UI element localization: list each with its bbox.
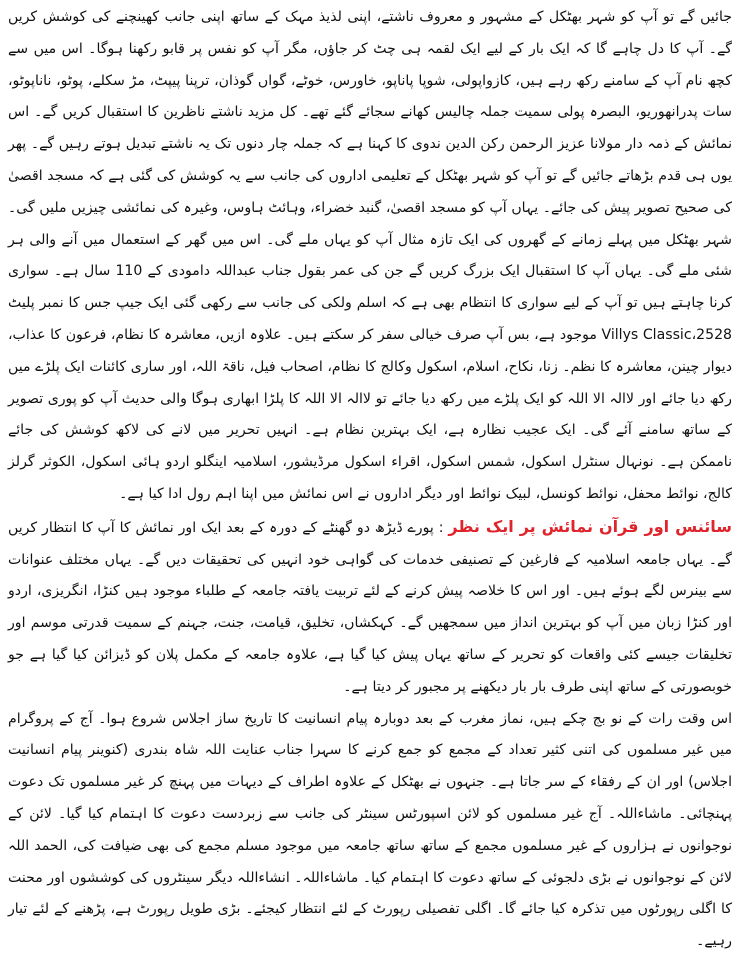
article-paragraph-1: جائیں گے تو آپ کو شہر بھٹکل کے مشہور و معروف ناشتے، اپنی لذیذ مہک کے ساتھ اپنی جانب کھینچنے کی کوشش کریں گے۔ آپ کا دل چاہے گا کہ ایک بار کے لیے ایک لقمہ ہی چٹ کر جاؤں، مگر آپ کو نفس پر قابو رکھنا ہوگا۔ اس میں سے کچھ نام آپ کے سامنے رکھ رہے ہیں، کازواپولی، شوپا پاناپو، خاورس، خوٹے، گواں گوذان، ترپنا پیپٹ، مڑ سکلے، پوٹو، ناناپوٹو، سات پدرانھوریو، البصرہ پولی سمیت جملہ چالیس کھانے سجائے گئے تھے۔ کل مزید ناشتے ناظرین کا استقبال کریں گے۔ اس نمائش کے ذمہ دار مولانا عزیز الرحمن رکن الدین ندوی کا کہنا ہے کہ جملہ چار دنوں تک یہ ناشتے تبدیل ہوتے رہیں گے۔ پھر یوں ہی قدم بڑھاتے جائیں گے تو آپ کو شہر بھٹکل کے تعلیمی اداروں کی جانب سے یہ کوشش کی گئی ہے کہ مسجد اقصیٰ کی صحیح تصویر پیش کی جائے۔ یہاں آپ کو مسجد اقصیٰ، گنبد خضراء، وہائٹ ہاوس، وغیرہ کی نمائشی چیزیں ملیں گی۔ شہر بھٹکل میں پہلے زمانے کے گھروں کی ایک تازہ مثال آپ کو یہاں ملے گی۔ اس میں گھر کے استعمال میں آنے والی ہر شئی ملے گی۔ یہاں آپ کا استقبال ایک بزرگ کریں گے جن کی عمر بقول جناب عبداللہ دامودی کے 110 سال ہے۔ سواری کرنا چاہتے ہیں تو آپ کے لیے سواری کا انتظام بھی ہے کہ اسلم ولکی کی جانب سے رکھی گئی ایک جیپ جس کا نمبر پلیٹ Villys Classic،2528 موجود ہے، بس آپ صرف خیالی سفر کر سکتے ہیں۔ علاوہ ازیں، معاشرہ کا نظام، فرعون کا عذاب، دیوار چینن، معاشرہ کا نظم۔ زنا، نکاح، اسلام، اسکول وکالج کا نظام، اصحاب فیل، ناقۃ اللہ، اور ساری کائنات ایک پلڑے میں رکھ دیا جائے اور لاالہ الا اللہ کو ایک پلڑے میں رکھ دیا جائے تو لاالہ الا اللہ کا پلڑا ابھاری ہوگا والی حدیث آپ کو پوری تصویر کے ساتھ سامنے آئے گی۔ ایک عجیب نظارہ ہے، ایک بہترین نظام ہے۔ انہیں تحریر میں لانے کی لاکھ کوشش کی جائے ناممکن ہے۔ نونہال سنٹرل اسکول، شمس اسکول، اقراء اسکول مرڈیشور، اسلامیہ اینگلو اردو ہائی اسکول، الکوثر گرلز کالج، نوائط محفل، نوائط کونسل، لبیک نوائط اور دیگر اداروں نے اس نمائش میں اپنا اہم رول ادا کیا ہے۔ <box>8 9 732 502</box>
article-paragraph-2 <box>8 511 732 704</box>
article-paragraph-3: اس وقت رات کے نو بج چکے ہیں، نماز مغرب کے بعد دوبارہ پیام انسانیت کا تاریخ ساز اجلاس شروع ہوا۔ آج کے پروگرام میں غیر مسلموں کی اتنی کثیر تعداد کے مجمع کو جمع کرنے کا سہرا جناب عنایت اللہ شاہ بندری (کنوینر پیام انسانیت اجلاس) اور ان کے رفقاء کے سر جاتا ہے۔ جنہوں نے بھٹکل کے علاوہ اطراف کے دیہات میں پہنچ کر غیر مسلموں تک دعوت پہنچائی۔ ماشاءاللہ۔ آج غیر مسلموں کو لائن اسپورٹس سینٹر کی جانب سے زبردست دعوت کا اہتمام کیا گیا۔ لائن کے نوجوانوں نے ہزاروں کے غیر مسلموں مجمع کے ساتھ ساتھ جامعہ میں موجود مسلم مجمع کی بھی ضیافت کی، الحمد اللہ لائن کے نوجوانوں نے بڑی دلجوئی کے ساتھ دعوت کا اہتمام کیا۔ ماشاءاللہ۔ انشاءاللہ دیگر سینٹروں کی کوششوں اور محنت کا اگلی رپورٹوں میں تذکرہ کیا جائے گا۔ اگلی تفصیلی رپورٹ کے لئے انتظار کیجئے۔ بڑی طویل رپورٹ ہے، پڑھنے کے لئے تیار رہیے۔ <box>8 710 732 950</box>
section-heading: سائنس اور قرآن نمائش پر ایک نظر <box>448 516 733 536</box>
article-paragraph-2-text: : پورے ڈیڑھ دو گھنٹے کے دورہ کے بعد ایک اور نمائش کا آپ کا انتظار کریں گے۔ یہاں جامعہ اسلامیہ کے فارغین کے تصنیفی خدمات کی گواہی خود انہیں کی تحقیقات دیں گے۔ یہاں مختلف عنوانات سے بینرس لگے ہوئے ہیں۔ اور اس کا خلاصہ پیش کرنے کے لئے تربیت یافتہ جامعہ کے طلباء موجود ہیں کنڑا، انگریزی، اردو اور کنڑا زبان میں آپ کو بہترین انداز میں سمجھیں گے۔ کہکشاں، تخلیق، قیامت، جنت، جہنم کے سمیت قدرتی موسم اور تخلیقات جیسے کئی واقعات کو تحریر کے ساتھ یہاں پیش کیا گیا ہے، علاوہ جامعہ کے مکمل پلان کو ڈیزائن کیا گیا ہے جو خوبصورتی کے ساتھ اپنی طرف بار بار دیکھنے پر مجبور کر دیتا ہے۔ <box>8 519 732 695</box>
